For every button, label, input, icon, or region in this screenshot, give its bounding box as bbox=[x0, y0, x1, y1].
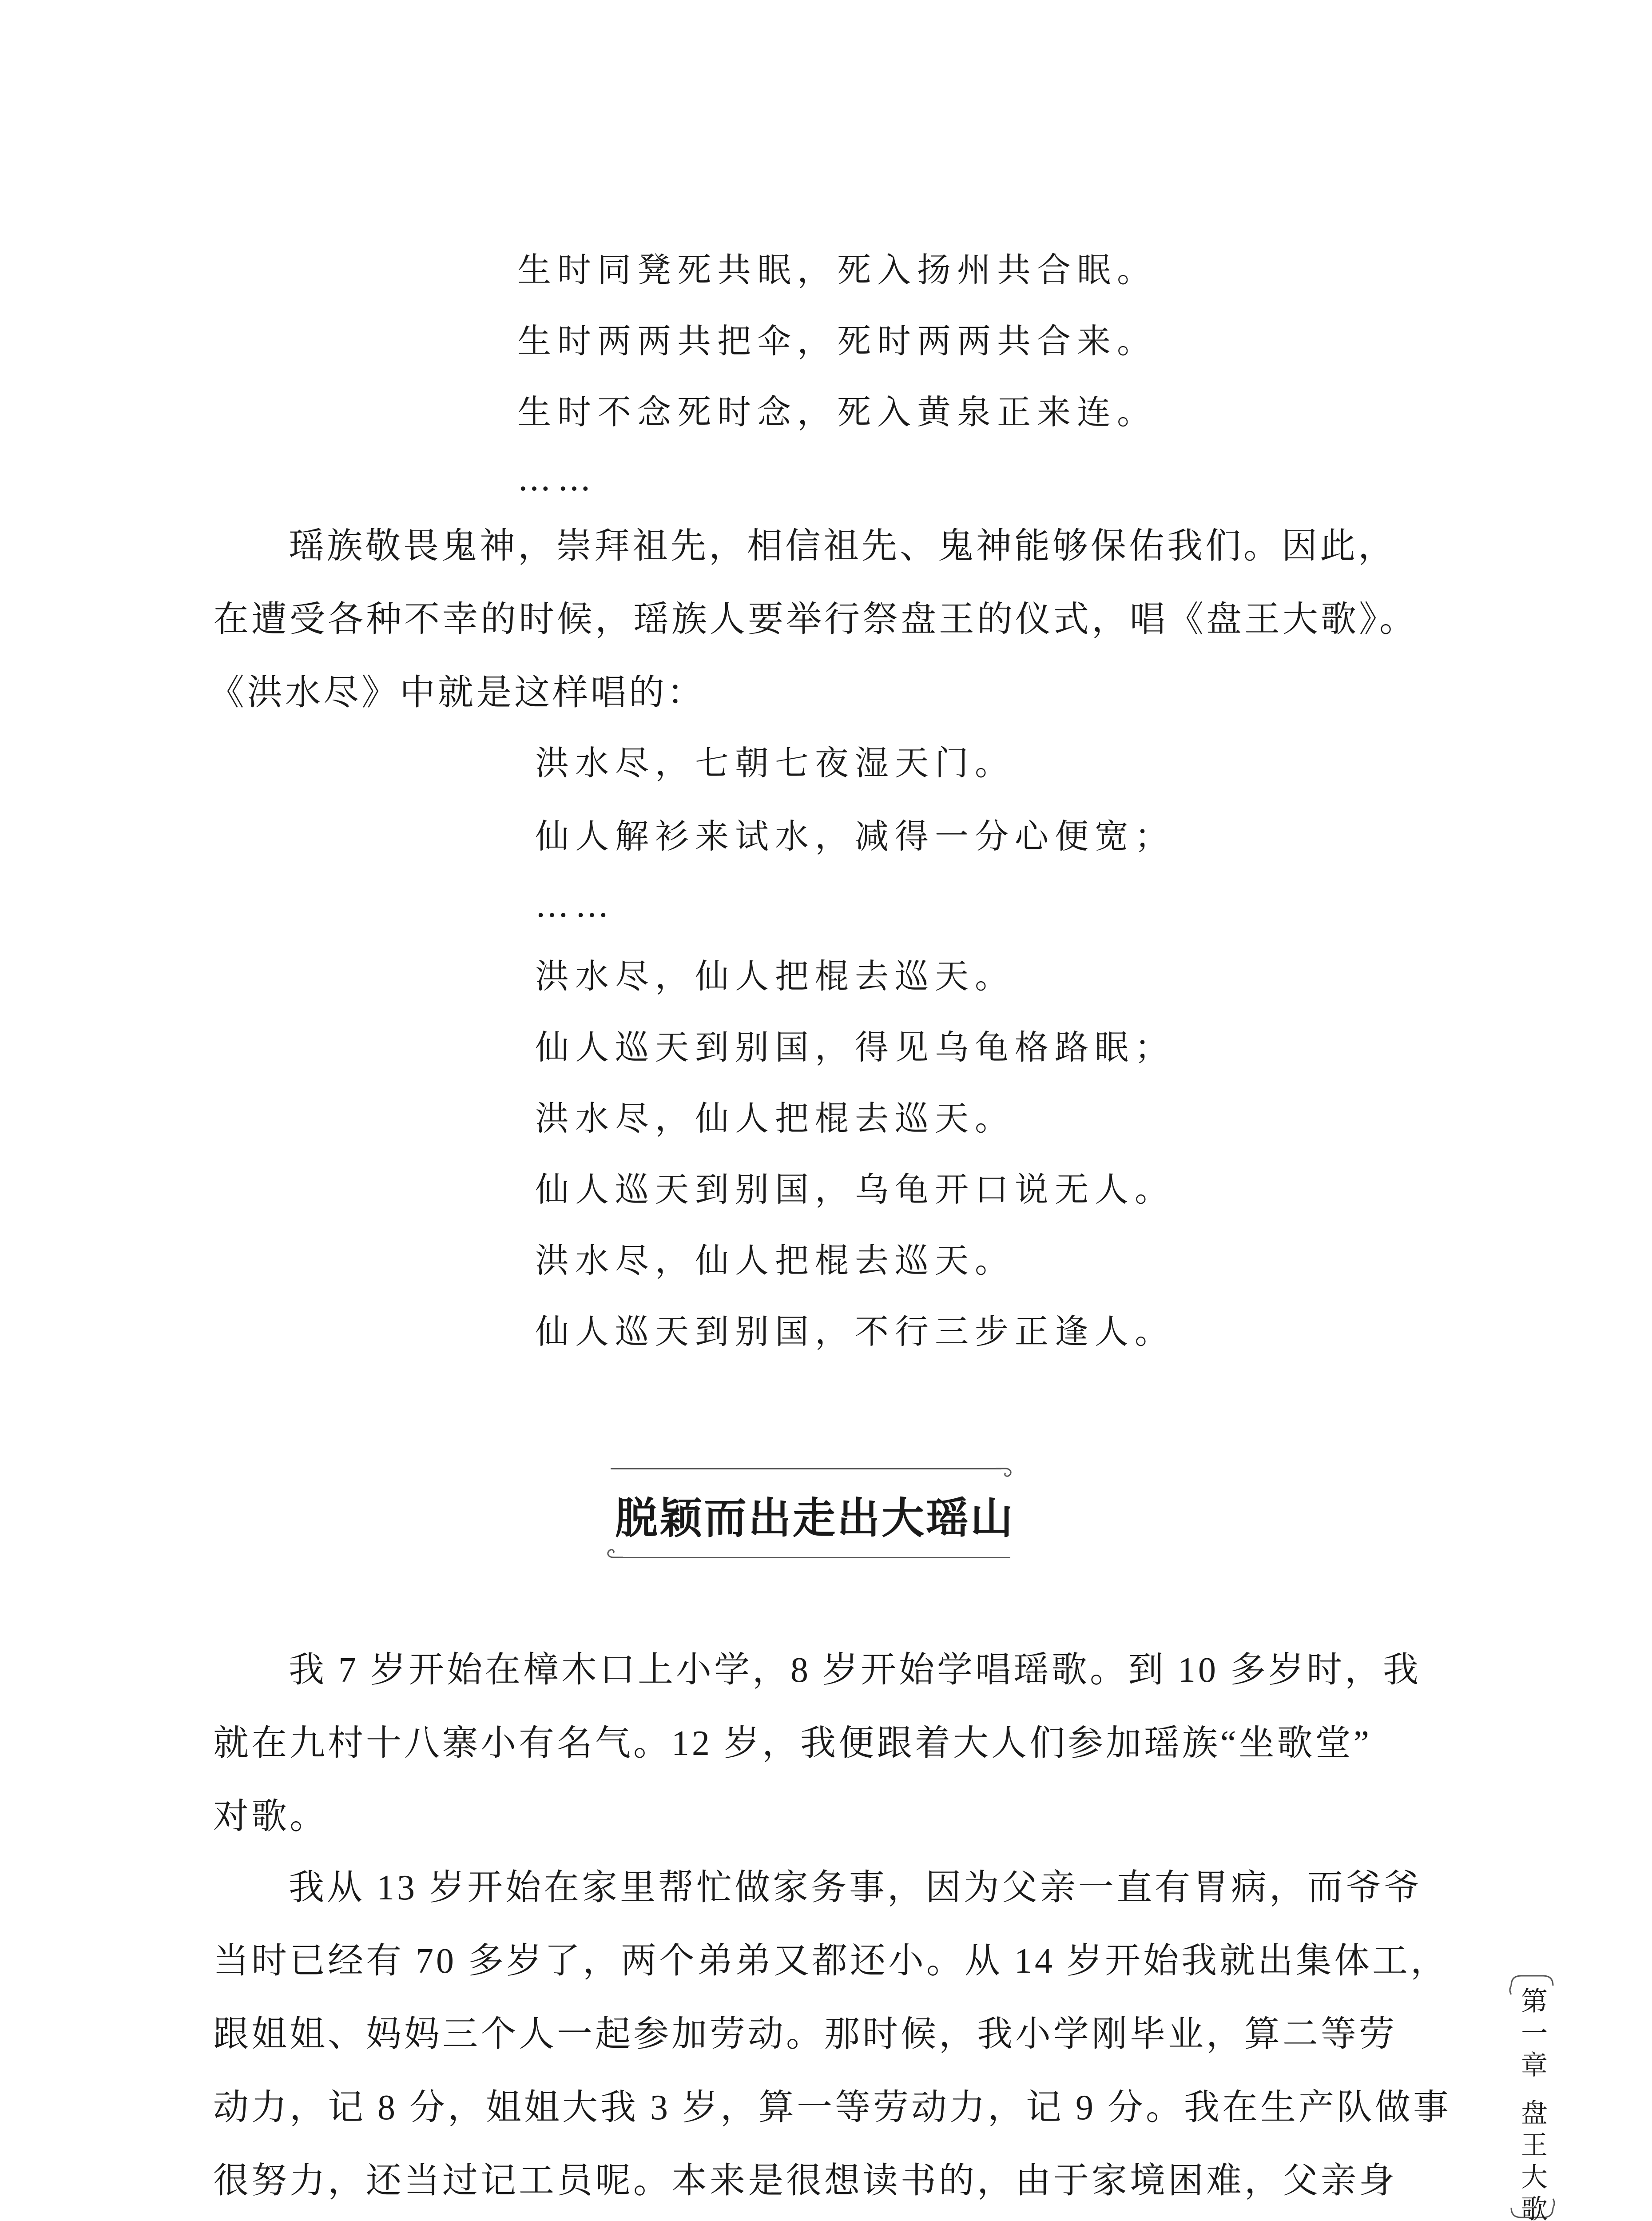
body-paragraph-line: 跟姐姐、妈妈三个人一起参加劳动。那时候，我小学刚毕业，算二等劳 bbox=[213, 2015, 1397, 2054]
chapter-tab-char: 第 bbox=[1521, 1987, 1548, 2016]
intro-paragraph-line: 瑶族敬畏鬼神，崇拜祖先，相信祖先、鬼神能够保佑我们。因此， bbox=[289, 527, 1396, 566]
heading-frame-top-line bbox=[611, 1468, 1001, 1469]
intro-paragraph-line: 在遭受各种不幸的时候，瑶族人要举行祭盘王的仪式，唱《盘王大歌》。 bbox=[213, 600, 1418, 639]
section-heading: 脱颖而出走出大瑶山 bbox=[615, 1493, 1015, 1543]
verse-line: 仙人解衫来试水，减得一分心便宽； bbox=[535, 816, 1175, 856]
verse-ellipsis: …… bbox=[517, 459, 597, 498]
chapter-tab-char: 王 bbox=[1521, 2131, 1548, 2160]
verse-line: 洪水尽，七朝七夜湿天门。 bbox=[535, 743, 1015, 783]
heading-frame-bottom-line bbox=[620, 1557, 1010, 1558]
body-paragraph-line: 我从 13 岁开始在家里帮忙做家务事，因为父亲一直有胃病，而爷爷 bbox=[289, 1868, 1422, 1907]
chapter-tab-spacer bbox=[1519, 2082, 1550, 2098]
verse-line: 仙人巡天到别国，得见乌龟格路眠； bbox=[535, 1027, 1175, 1067]
body-paragraph-line: 当时已经有 70 多岁了，两个弟弟又都还小。从 14 岁开始我就出集体工， bbox=[213, 1942, 1449, 1981]
verse-line: 洪水尽，仙人把棍去巡天。 bbox=[535, 1241, 1015, 1280]
verse-line: 仙人巡天到别国，乌龟开口说无人。 bbox=[535, 1170, 1175, 1209]
verse-line: 生时同凳死共眠，死入扬州共合眠。 bbox=[517, 250, 1157, 290]
body-paragraph-line: 就在九村十八寨小有名气。12 岁，我便跟着大人们参加瑶族“坐歌堂” bbox=[213, 1724, 1372, 1763]
verse-ellipsis: …… bbox=[535, 885, 615, 925]
chapter-tab-char: 一 bbox=[1521, 2019, 1548, 2048]
body-paragraph-line: 很努力，还当过记工员呢。本来是很想读书的，由于家境困难，父亲身 bbox=[213, 2161, 1397, 2201]
chapter-tab-label bbox=[1519, 1986, 1550, 2221]
verse-line: 洪水尽，仙人把棍去巡天。 bbox=[535, 956, 1015, 996]
chapter-tab-char: 章 bbox=[1521, 2051, 1548, 2080]
chapter-tab-char: 歌 bbox=[1521, 2195, 1548, 2221]
verse-line: 生时两两共把伞，死时两两共合来。 bbox=[517, 321, 1157, 361]
verse-line: 洪水尽，仙人把棍去巡天。 bbox=[535, 1099, 1015, 1138]
intro-paragraph-line: 《洪水尽》中就是这样唱的： bbox=[209, 673, 705, 712]
verse-line: 生时不念死时念，死入黄泉正来连。 bbox=[517, 392, 1157, 432]
heading-frame-curl-left-icon bbox=[602, 1544, 624, 1566]
body-paragraph-line: 对歌。 bbox=[213, 1797, 328, 1836]
heading-frame-curl-right-icon bbox=[995, 1461, 1017, 1484]
chapter-tab-char: 大 bbox=[1521, 2163, 1548, 2192]
chapter-tab-char: 盘 bbox=[1521, 2099, 1548, 2128]
body-paragraph-line: 我 7 岁开始在樟木口上小学，8 岁开始学唱瑶歌。到 10 多岁时，我 bbox=[289, 1651, 1421, 1690]
body-paragraph-line: 动力，记 8 分，姐姐大我 3 岁，算一等劳动力，记 9 分。我在生产队做事 bbox=[213, 2088, 1451, 2127]
verse-line: 仙人巡天到别国，不行三步正逢人。 bbox=[535, 1312, 1175, 1351]
